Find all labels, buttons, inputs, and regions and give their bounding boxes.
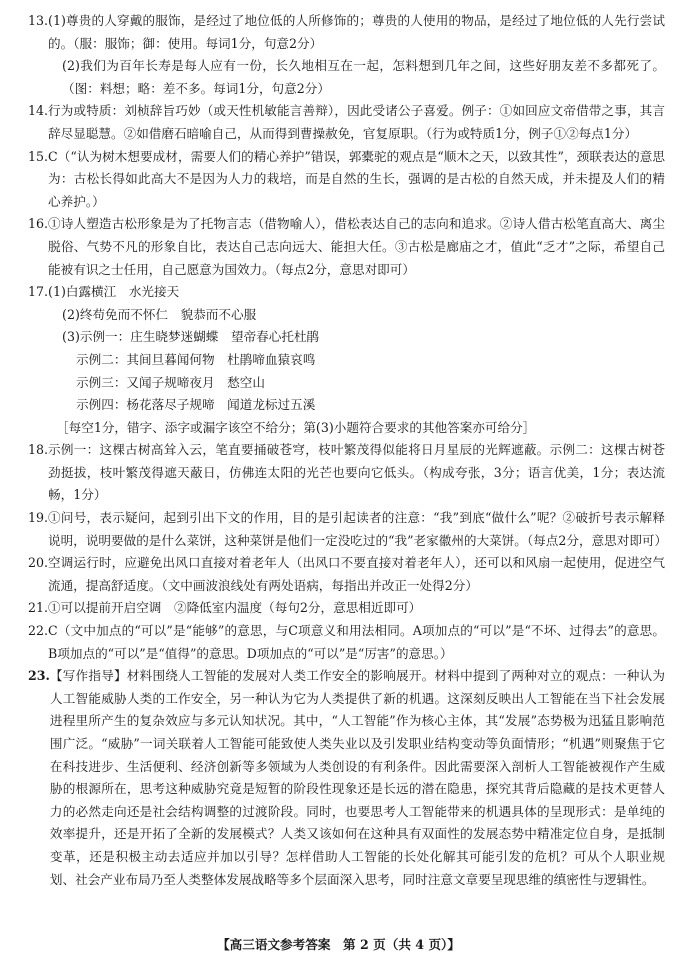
answer-paragraph: 示例三：又闻子规啼夜月 愁空山 <box>76 374 265 390</box>
answer-body <box>48 146 665 214</box>
answer-paragraph: (2)我们为百年长寿是每人应有一份，长久地相互在一起，怎料想到几年之间，这些好朋友差不多都死了。（图：料想；略：差不多。每词1分，句意2分） <box>62 58 665 96</box>
answer-item <box>28 552 665 597</box>
answer-item <box>28 507 668 552</box>
answer-item <box>28 620 665 665</box>
answer-paragraph: ①可以提前开启空调 ②降低室内温度（每句2分，意思相近即可） <box>48 600 422 616</box>
answer-paragraph: (1)白露横江 水光接天 <box>48 284 180 300</box>
question-number: 17. <box>28 284 49 300</box>
answer-body <box>48 100 665 145</box>
answer-paragraph: 【写作指导】材料围绕人工智能的发展对人类工作安全的影响展开。材料中提到了两种对立的观点：一种认为人工智能威胁人类的工作安全，另一种认为它为人类提供了新的机遇。这深刻反映出人工智能在当下社会发展进程里所产生的复杂效应与多元认知状况。其中，“人工智能”作为核心主体，其“发展”态势极为迅猛且影响范围广泛。“威胁”一词关联着人工智能可能致使人类失业以及引发职业结构变动等负面情形；“机遇”则聚焦于它在科技进步、生活便利、经济创新等多领域为人类创设的有利条件。因此需要深入剖析人工智能被视作产生威胁的根源所在，思考这种威胁究竟是短暂的阶段性现象还是长远的潜在隐患，探究其背后隐藏的是技术更替人力的必然走向还是社会结构调整的过渡阶段。同时，也要思考人工智能带来的机遇具体的呈现形式：是单纯的效率提升，还是开拓了全新的发展模式？人类又该如何在这种具有双面性的发展态势中精准定位自身，是抵制变革，还是积极主动去适应并加以引导？怎样借助人工智能的长处化解其可能引发的危机？可从个人职业规划、社会产业布局乃至人类整体发展战略等多个层面深入思考，同时注意文章要呈现思维的缜密性与逻辑性。 <box>49 668 665 887</box>
question-number: 13. <box>28 13 49 28</box>
answer-item <box>28 146 665 214</box>
answer-body <box>48 281 665 439</box>
answer-paragraph: (1)尊贵的人穿戴的服饰，是经过了地位低的人所修饰的；尊贵的人使用的物品，是经过了地位低的人先行尝试的。（服：服饰；御：使用。每词1分，句意2分） <box>48 13 665 51</box>
question-number: 20. <box>28 555 49 571</box>
answer-list <box>28 10 668 891</box>
answer-item <box>28 10 665 100</box>
question-number: 18. <box>28 442 49 458</box>
answer-item <box>28 100 665 145</box>
answer-item <box>28 439 665 507</box>
answer-item <box>28 597 665 620</box>
answer-paragraph: 示例二：其间旦暮闻何物 杜鹃啼血猿哀鸣 <box>76 351 316 367</box>
question-number: 15. <box>28 148 49 164</box>
answer-paragraph: 行为或特质：刘桢辞旨巧妙（或天性机敏能言善辩），因此受诸公子喜爱。例子：①如回应文帝借带之事，其言辞尽显聪慧。②如借磨石暗喻自己，从而得到曹操赦免，官复原职。（行为或特质1分，例子①②每点1分） <box>48 103 665 141</box>
answer-item <box>28 213 665 281</box>
answer-body <box>48 597 665 620</box>
answer-body <box>48 213 665 281</box>
answer-paragraph: 示例一：这棵古树高耸入云，笔直要捅破苍穹，枝叶繁茂得似能将日月星辰的光辉遮蔽。示例二：这棵古树苍劲挺拔，枝叶繁茂得遮天蔽日，仿佛连太阳的光芒也要向它低头。（构成夸张，3分；语言优美，1分；表达流畅，1分） <box>48 442 665 503</box>
answer-paragraph: C（文中加点的“可以”是“能够”的意思，与C项意义和用法相同。A项加点的“可以”是“不坏、过得去”的意思。B项加点的“可以”是“值得”的意思。D项加点的“可以”是“厉害”的意思。） <box>48 623 665 661</box>
answer-paragraph: 示例四：杨花落尽子规啼 闻道龙标过五溪 <box>76 397 316 413</box>
answer-body <box>48 10 665 100</box>
answer-body <box>50 665 665 891</box>
answer-item <box>28 665 665 891</box>
question-number: 16. <box>28 216 49 232</box>
answer-body <box>48 439 665 507</box>
answer-paragraph: ①诗人塑造古松形象是为了托物言志（借物喻人），借松表达自己的志向和追求。②诗人借古松笔直高大、离尘脱俗、气势不凡的形象自比，表达自己志向远大、能担大任。③古松是廊庙之才，值此“乏才”之际，希望自己能被有识之士任用，自己愿意为国效力。（每点2分，意思对即可） <box>48 216 665 277</box>
answer-paragraph: (3)示例一：庄生晓梦迷蝴蝶 望帝春心托杜鹃 <box>62 329 320 345</box>
question-number: 21. <box>28 600 49 616</box>
answer-body <box>48 620 665 665</box>
answer-body <box>48 507 668 552</box>
question-number: 22. <box>28 623 49 639</box>
answer-paragraph: (2)终苟免而不怀仁 貌恭而不心服 <box>62 306 257 322</box>
answer-item <box>28 281 665 439</box>
page-footer: 【高三语文参考答案 第 2 页（共 4 页）】 <box>217 937 460 952</box>
question-number: 14. <box>28 103 49 119</box>
question-number: 19. <box>28 510 49 526</box>
answer-paragraph: C（“认为树木想要成材，需要人们的精心养护”错误，郭橐驼的观点是“顺木之天，以致其性”，颈联表达的意思为：古松长得如此高大不是因为人力的栽培，而是自然的生长，强调的是古松的自然天成，并未提及人们的精心养护。） <box>48 148 665 209</box>
answer-body <box>48 552 665 597</box>
answer-paragraph: ［每空1分，错字、添字或漏字该空不给分；第(3)小题符合要求的其他答案亦可给分］ <box>56 419 536 435</box>
answer-paragraph: 空调运行时，应避免出风口直接对着老年人（出风口不要直接对着老年人），还可以和风扇一起使用，促进空气流通，提高舒适度。（文中画波浪线处有两处语病，每指出并改正一处得2分） <box>48 555 665 593</box>
answer-paragraph: ①问号，表示疑问，起到引出下文的作用，目的是引起读者的注意：“我”到底“做什么”呢？②破折号表示解释说明，说明要做的是什么菜饼，这种菜饼是他们一定没吃过的“我”老家徽州的大菜饼。（每点2分，意思对即可） <box>48 510 668 548</box>
question-number: 23. <box>28 668 50 684</box>
